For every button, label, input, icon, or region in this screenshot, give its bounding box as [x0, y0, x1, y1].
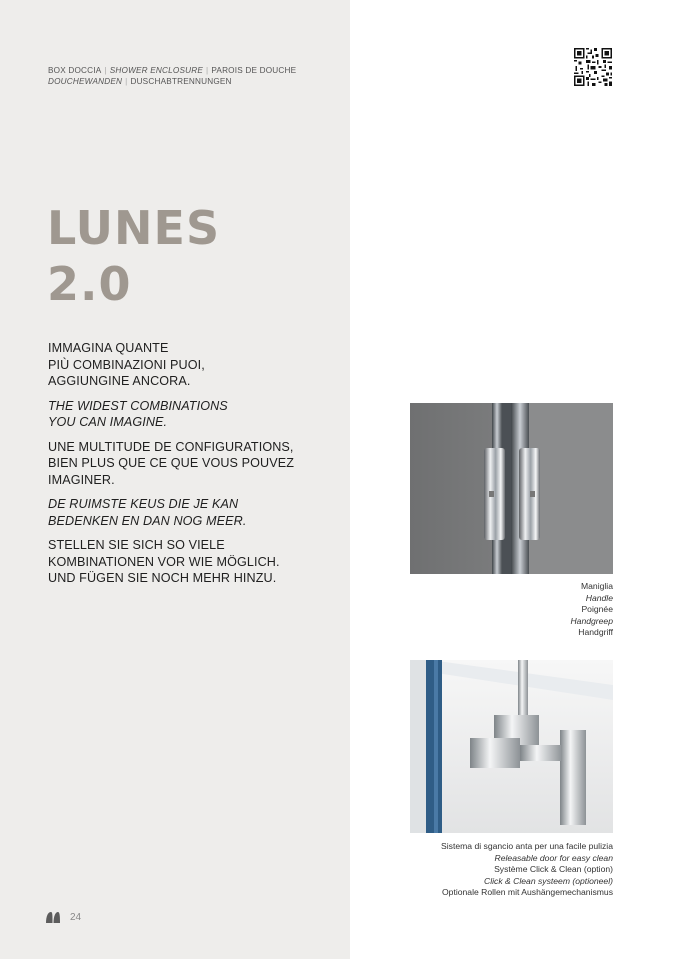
caption-nl: Click & Clean systeem (optioneel): [484, 875, 613, 886]
category-de: DUSCHABTRENNUNGEN: [130, 77, 232, 86]
separator: |: [206, 66, 209, 75]
category-en: SHOWER ENCLOSURE: [109, 66, 204, 75]
copy-dutch: [48, 496, 338, 529]
caption-de: Handgriff: [578, 627, 613, 638]
click-clean-photo: [410, 660, 613, 833]
copy-line: UNE MULTITUDE DE CONFIGURATIONS,: [48, 439, 294, 454]
copy-line: THE WIDEST COMBINATIONS: [48, 398, 228, 413]
page-footer: [46, 912, 81, 923]
handle-caption: [570, 581, 613, 639]
copy-italian: [48, 340, 338, 390]
caption-it: Sistema di sgancio anta per una facile pulizia: [441, 841, 613, 851]
copy-line: BIEN PLUS QUE CE QUE VOUS POUVEZ: [48, 456, 295, 470]
caption-de: Optionale Rollen mit Aushängemechanismus: [441, 887, 613, 898]
product-title: [47, 200, 220, 312]
category-line-1: [48, 65, 296, 76]
copy-french: [48, 439, 338, 489]
title-line-1: LUNES: [47, 201, 221, 255]
copy-german: [48, 537, 338, 587]
title-line-2: 2.0: [47, 257, 132, 311]
copy-line: AGGIUNGINE ANCORA.: [48, 374, 191, 388]
copy-line: IMAGINER.: [48, 472, 115, 487]
copy-english: [48, 398, 338, 431]
caption-it: Maniglia: [580, 581, 613, 591]
copy-line: YOU CAN IMAGINE.: [48, 415, 168, 429]
copy-line: UND FÜGEN SIE NOCH MEHR HINZU.: [48, 571, 277, 585]
caption-nl: Handgreep: [570, 615, 613, 626]
copy-line: BEDENKEN EN DAN NOG MEER.: [48, 513, 247, 528]
copy-line: KOMBINATIONEN VOR WIE MÖGLICH.: [48, 554, 280, 569]
caption-en: Releasable door for easy clean: [494, 852, 613, 863]
click-clean-caption: [441, 841, 613, 899]
caption-fr: Système Click & Clean (option): [494, 864, 613, 875]
page-number: 24: [70, 912, 82, 923]
handle-photo: [410, 403, 613, 574]
category-fr: PAROIS DE DOUCHE: [211, 66, 297, 75]
product-description: [48, 340, 338, 595]
category-line-2: [48, 76, 296, 87]
brand-logo-icon: [46, 912, 60, 923]
copy-line: STELLEN SIE SICH SO VIELE: [48, 538, 225, 552]
copy-line: DE RUIMSTE KEUS DIE JE KAN: [48, 497, 239, 511]
category-nl: DOUCHEWANDEN: [48, 77, 123, 86]
caption-en: Handle: [585, 592, 613, 603]
caption-fr: Poignée: [581, 604, 613, 615]
category-it: BOX DOCCIA: [48, 66, 102, 75]
separator: |: [125, 77, 128, 86]
copy-line: PIÙ COMBINAZIONI PUOI,: [48, 357, 205, 372]
copy-line: IMMAGINA QUANTE: [48, 341, 169, 355]
qr-code-icon[interactable]: [574, 48, 612, 86]
category-breadcrumb: [48, 65, 296, 87]
separator: |: [104, 66, 107, 75]
